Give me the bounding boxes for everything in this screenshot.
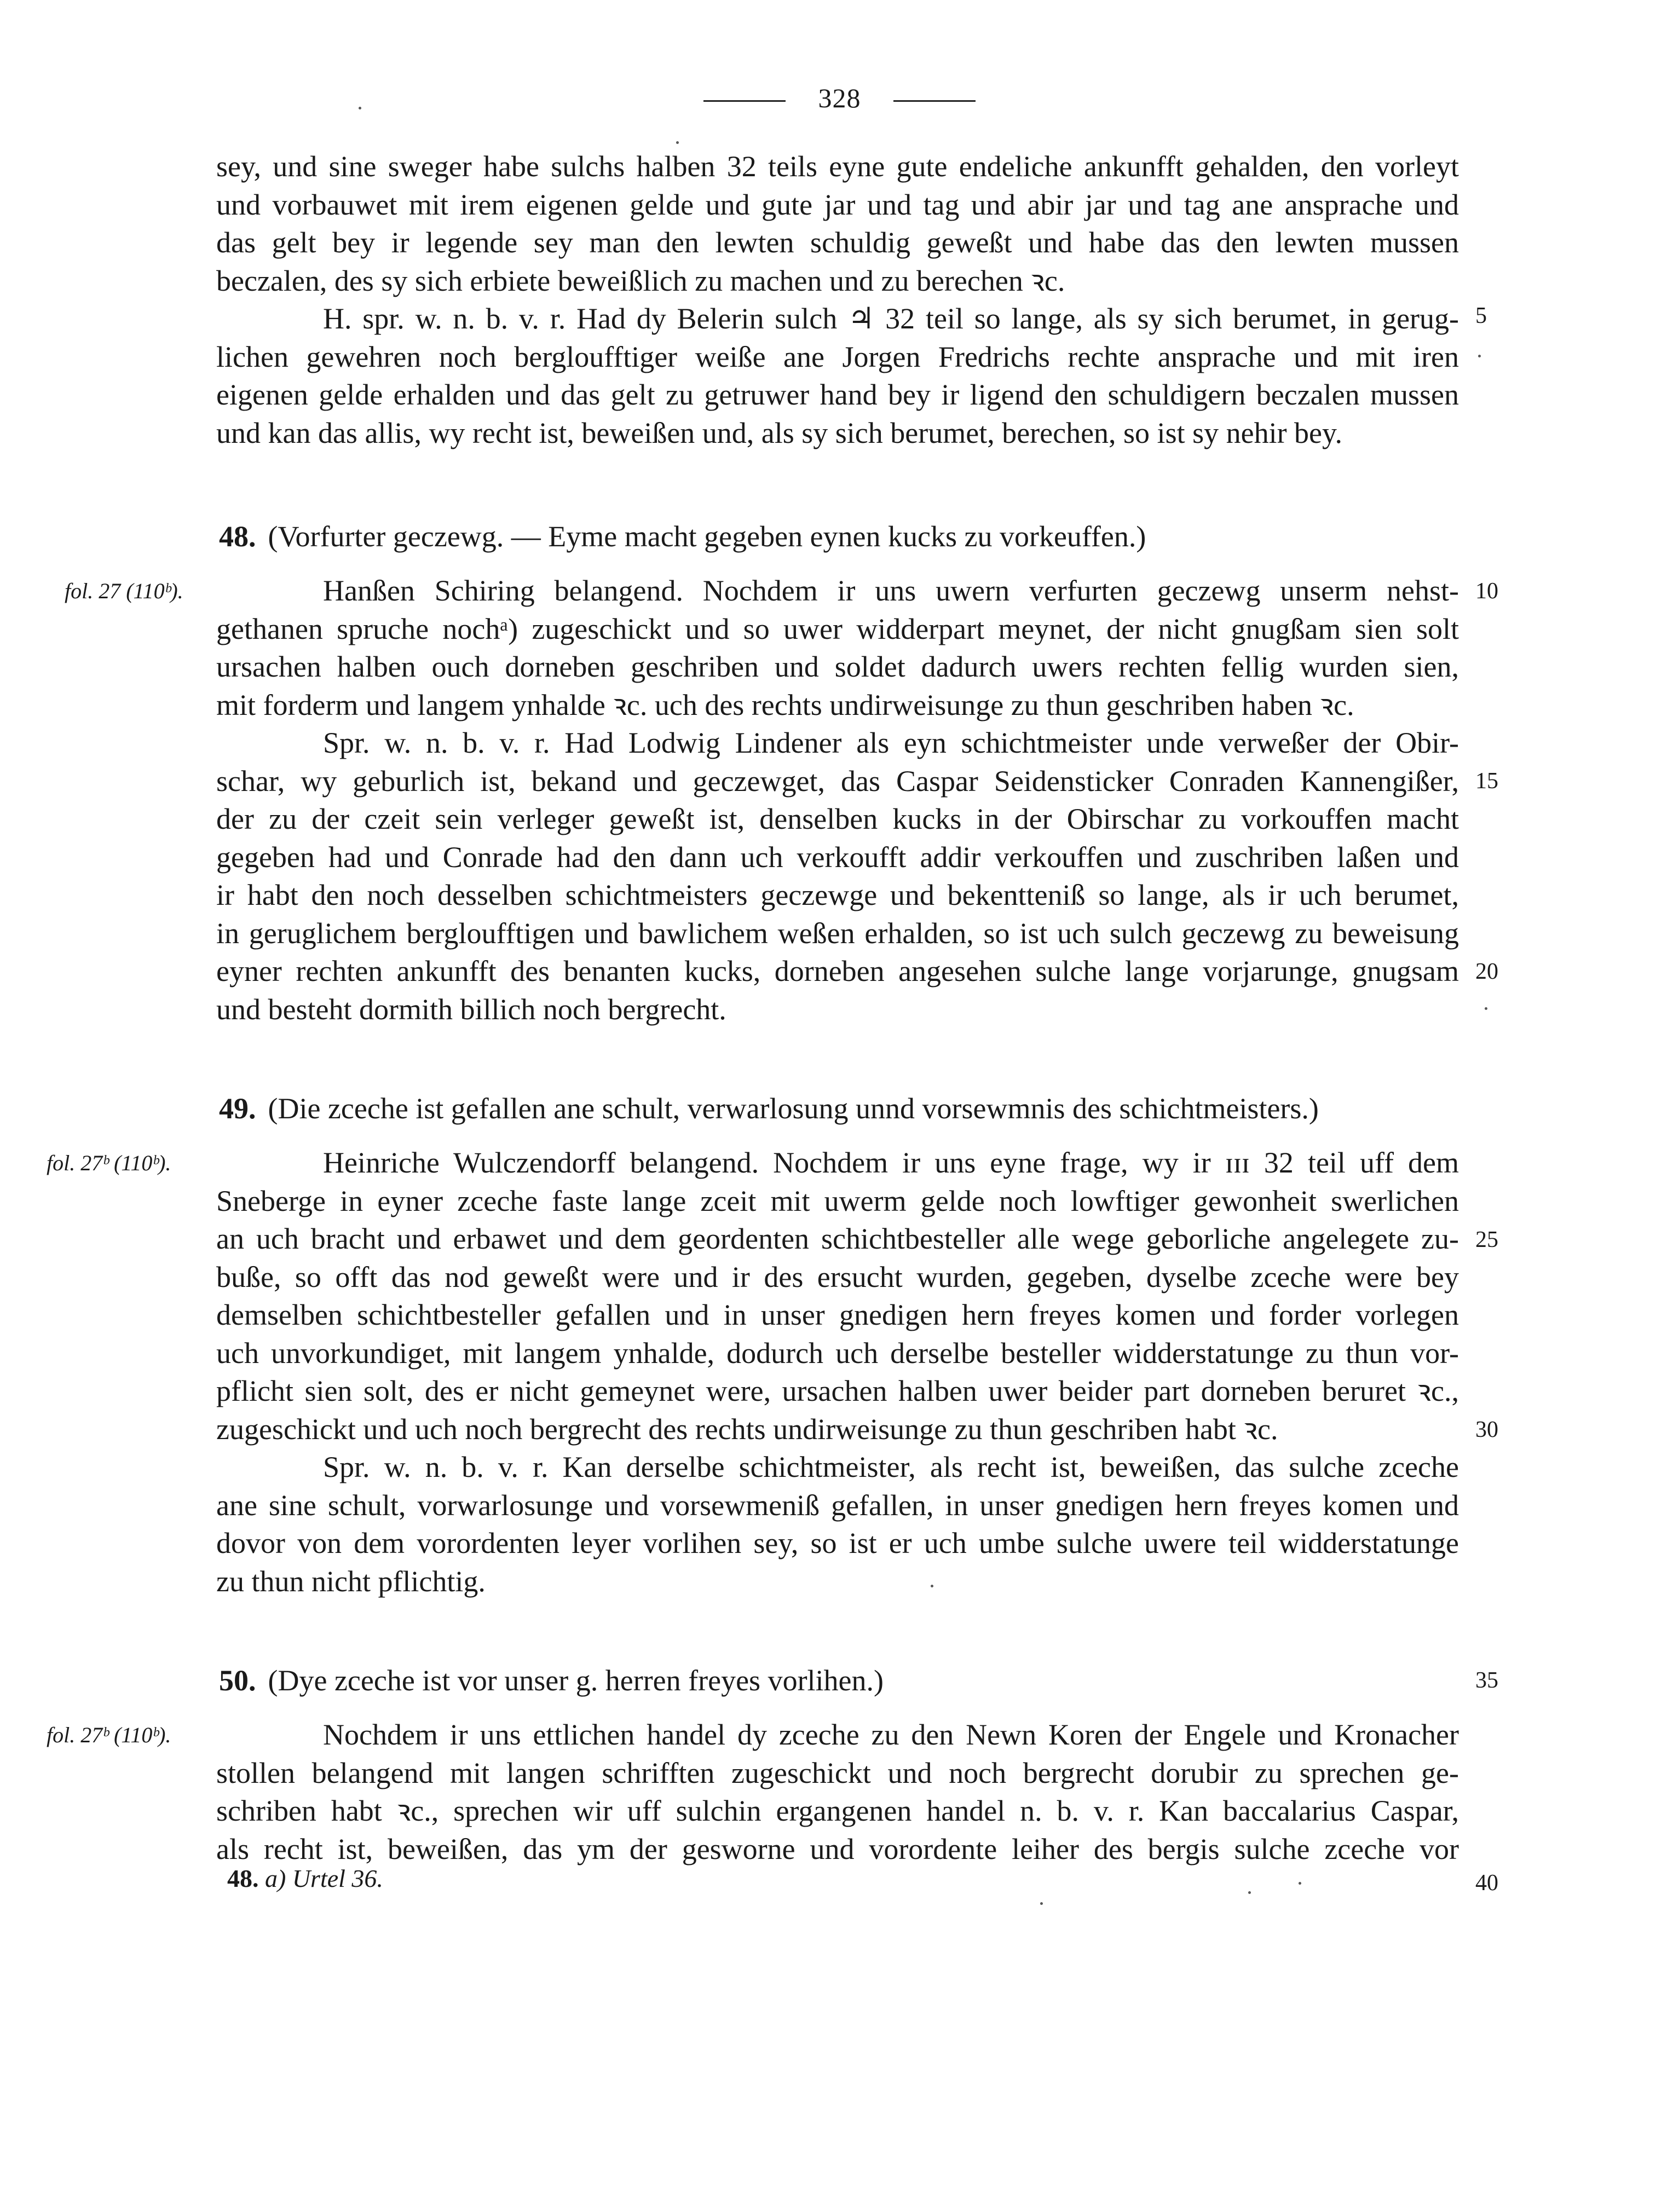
section-48-body [216, 572, 1459, 1029]
scan-speck [1248, 1891, 1251, 1894]
header-rule-right [893, 100, 976, 102]
section-number: 50. [219, 1664, 256, 1697]
line-number: 40 [1475, 1870, 1498, 1896]
text-line: an uch bracht und erbawet und dem geordenten schichtbesteller alle wege geborliche angelegete zu- [216, 1222, 1459, 1255]
text-line: demselben schichtbesteller gefallen und in unser gnedigen hern freyes komen und forder vorlegen [216, 1298, 1459, 1331]
scan-speck [1485, 1007, 1487, 1010]
folio-reference: fol. 27ᵇ (110ᵇ). [47, 1151, 171, 1175]
section-48-heading [219, 517, 1146, 556]
text-line: H. spr. w. n. b. v. r. Had dy Belerin sulch ♃ 32 teil so lange, als sy sich berumet, in gerug- [323, 302, 1459, 335]
text-line: Nochdem ir uns ettlichen handel dy zceche zu den Newn Koren der Engele und Kronacher [323, 1718, 1459, 1751]
continuation-block [216, 148, 1459, 452]
text-line: ursachen halben ouch dorneben geschriben und soldet dadurch uwers rechten fellig wurden sien, [216, 650, 1459, 683]
text-line: lichen gewehren noch bergloufftiger weiße ane Jorgen Fredrichs rechte ansprache und mit iren [216, 340, 1459, 373]
text-line: Spr. w. n. b. v. r. Kan derselbe schichtmeister, als recht ist, beweißen, das sulche zceche [323, 1451, 1459, 1483]
section-49-body [216, 1144, 1459, 1601]
footnote [227, 1864, 383, 1893]
scan-speck [359, 107, 361, 109]
section-50-heading [219, 1661, 884, 1700]
section-title: (Die zceche ist gefallen ane schult, verwarlosung unnd vorsewmnis des schichtmeisters.) [268, 1092, 1319, 1125]
text-line: und besteht dormith billich noch bergrecht. [216, 992, 726, 1026]
line-number: 25 [1475, 1227, 1498, 1252]
line-number: 35 [1475, 1668, 1498, 1693]
folio-reference: fol. 27 (110ᵇ). [65, 579, 183, 603]
text-line: ane sine schult, vorwarlosunge und vorsewmeniß gefallen, in unser gnedigen hern freyes komen und [216, 1488, 1459, 1522]
text-line: eyner rechten ankunfft des benanten kucks, dorneben angesehen sulche lange vorjarunge, gnugsam [216, 955, 1459, 987]
text-line: mit forderm und langem ynhalde ꝛc. uch des rechts undirweisunge zu thun geschriben haben ꝛc. [216, 688, 1354, 721]
text-line: das gelt bey ir legende sey man den lewten schuldig geweßt und habe das den lewten mussen [216, 226, 1459, 259]
folio-reference: fol. 27ᵇ (110ᵇ). [47, 1723, 171, 1747]
text-line: eigenen gelde erhalden und das gelt zu getruwer hand bey ir ligend den schuldigern beczalen mussen [216, 378, 1459, 411]
text-line: der zu der czeit sein verleger geweßt ist, denselben kucks in der Obirschar zu vorkouffen macht [216, 802, 1459, 835]
section-49-heading [219, 1089, 1319, 1128]
scan-speck [1478, 355, 1481, 357]
scan-speck [931, 1585, 933, 1587]
page-header [0, 82, 1679, 114]
text-line: beczalen, des sy sich erbiete beweißlich zu machen und zu berechen ꝛc. [216, 264, 1065, 297]
text-line: sey, und sine sweger habe sulchs halben 32 teils eyne gute endeliche ankunfft gehalden, den vorleyt [216, 150, 1459, 183]
text-line: stollen belangend mit langen schrifften zugeschickt und noch bergrecht dorubir zu sprechen ge- [216, 1756, 1459, 1789]
line-number: 15 [1475, 769, 1498, 794]
text-line: als recht ist, beweißen, das ym der gesworne und vorordente leiher des bergis sulche zceche vor [216, 1832, 1459, 1866]
section-number: 48. [219, 520, 256, 553]
text-line: Sneberge in eyner zceche faste lange zceit mit uwerm gelde noch lowftiger gewonheit swerlichen [216, 1184, 1459, 1217]
text-line: und vorbauwet mit irem eigenen gelde und gute jar und tag und abir jar und tag ane ansprache und [216, 188, 1459, 221]
section-number: 49. [219, 1092, 256, 1125]
section-title: (Vorfurter geczewg. — Eyme macht gegeben eynen kucks zu vorkeuffen.) [268, 520, 1146, 553]
text-line: buße, so offt das nod geweßt were und ir des ersucht wurden, gegeben, dyselbe zceche were bey [216, 1260, 1459, 1293]
text-line: zu thun nicht pflichtig. [216, 1564, 486, 1598]
scan-speck [676, 141, 679, 144]
text-line: und kan das allis, wy recht ist, beweißen und, als sy sich berumet, berechen, so ist sy nehir bey. [216, 416, 1343, 449]
scan-speck [1299, 1882, 1301, 1885]
text-line: ir habt den noch desselben schichtmeisters geczewge und bekentteniß so lange, als ir uch berumet, [216, 879, 1459, 911]
line-number: 30 [1475, 1417, 1498, 1442]
section-50-body [216, 1716, 1459, 1868]
header-rule-left [703, 100, 786, 102]
footnote-text: a) Urtel 36. [265, 1864, 383, 1892]
line-number: 5 [1475, 303, 1487, 328]
text-line: gegeben had und Conrade had den dann uch verkoufft addir verkouffen und zuschriben laßen und [216, 840, 1459, 874]
page-number: 328 [818, 83, 861, 113]
footnote-section-number: 48. [227, 1864, 259, 1892]
text-line: Hanßen Schiring belangend. Nochdem ir uns uwern verfurten geczewg unserm nehst- [323, 574, 1459, 607]
line-number: 20 [1475, 959, 1498, 984]
line-number: 10 [1475, 579, 1498, 604]
text-line: dovor von dem vorordenten leyer vorlihen sey, so ist er uch umbe sulche uwere teil widderstatunge [216, 1527, 1459, 1560]
text-line: schriben habt ꝛc., sprechen wir uff sulchin ergangenen handel n. b. v. r. Kan baccalarius Caspar, [216, 1794, 1459, 1827]
text-line: Spr. w. n. b. v. r. Had Lodwig Lindener als eyn schichtmeister unde verweßer der Obir- [323, 726, 1459, 759]
text-line: pflicht sien solt, des er nicht gemeynet were, ursachen halben uwer beider part dorneben beruret ꝛc., [216, 1374, 1459, 1407]
text-line: gethanen spruche nochᵃ) zugeschickt und so uwer widderpart meynet, der nicht gnugßam sien solt [216, 612, 1459, 645]
section-title: (Dye zceche ist vor unser g. herren freyes vorlihen.) [268, 1664, 884, 1697]
text-line: uch unvorkundiget, mit langem ynhalde, dodurch uch derselbe besteller widderstatunge zu thun vor- [216, 1336, 1459, 1370]
text-line: in geruglichem bergloufftigen und bawlichem weßen erhalden, so ist uch sulch geczewg zu beweisung [216, 916, 1459, 950]
text-line: Heinriche Wulczendorff belangend. Nochdem ir uns eyne frage, wy ir ɪɪɪ 32 teil uff dem [323, 1146, 1459, 1179]
scan-speck [1040, 1902, 1043, 1905]
text-line: zugeschickt und uch noch bergrecht des rechts undirweisunge zu thun geschriben habt ꝛc. [216, 1412, 1278, 1446]
text-line: schar, wy geburlich ist, bekand und geczewget, das Caspar Seidensticker Conraden Kannengißer, [216, 764, 1459, 798]
